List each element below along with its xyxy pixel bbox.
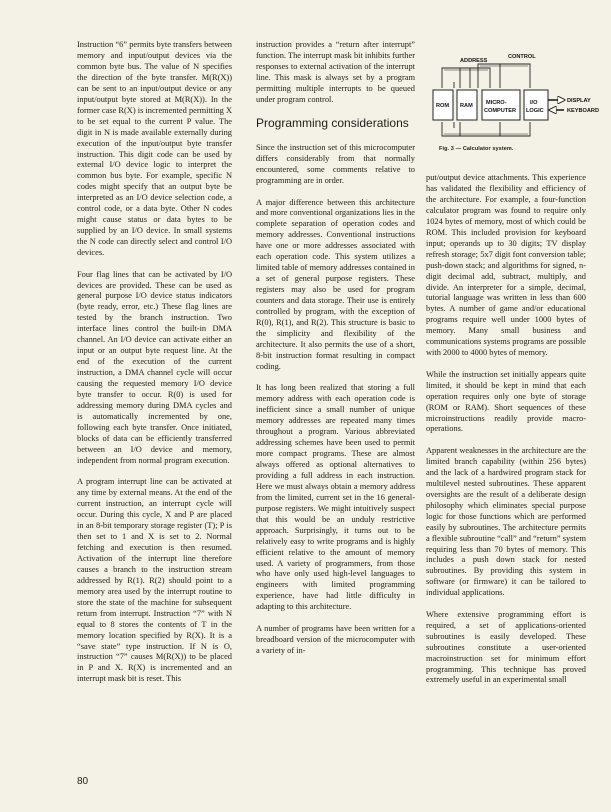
paragraph: Apparent weaknesses in the architecture are the limited branch capability (within 256 bytes) and the lack of a hardwired program stack for multilevel nested subroutines. These apparent oversights are the result of a deliberate design philosophy which eliminates special purpose logic for those functions which are performed easily by subroutines. The architecture permits a flexible subroutine “call” and “return” system requiring less than 70 bytes of memory. This includes a push down stack for nested subroutines. By providing this system in software (or firmware) it can be tailored to individual applications.	[426, 445, 586, 598]
address-label: ADDRESS	[460, 58, 488, 64]
ram-label: RAM	[460, 103, 473, 109]
paragraph: It has long been realized that storing a full memory address with each operation code is inefficient since a small number of unique memory addresses are repeated many times throughout a program. Various abbreviated addressing schemes have been used to permit more compact programs. These are almost always offered as optional alternatives to providing a full address in each instruction. Here we must always obtain a memory address from the limited, current set in the 16 general-purpose registers. We might intuitively suspect that this would be an unduly restrictive approach. Surprisingly, it turns out to be relatively easy to write programs and is highly efficient relative to the amount of memory used. A variety of programmers, from those who have only used high-level languages to engineers with limited programming experience, have had little difficulty in adapting to this architecture.	[256, 383, 415, 612]
paragraph: Four flag lines that can be activated by I/O devices are provided. These can be used as general purpose I/O device status indicators (byte ready, error, etc.) These flag lines are tested by the branch instruction. Two interface lines control the built-in DMA channel. An I/O device can activate either an input or an output byte request line. At the end of the execution of the current instruction, a DMA channel cycle will occur causing the requested memory I/O device byte transfer to occur. R(0) is used for addressing memory during DMA cycles and is automatically incremented by one, following each byte transfer. Once initiated, blocks of data can be efficiently transferred between an I/O device and memory, independent from normal program execution.	[77, 269, 232, 465]
text-column-2	[256, 40, 415, 667]
paragraph: While the instruction set initially appears quite limited, it should be kept in mind that each operation requires only one byte of storage (ROM or RAM). Short sequences of these microinstructions readily provide macro-operations.	[426, 369, 586, 434]
paragraph: A number of programs have been written for a breadboard version of the microcomputer with a variety of in-	[256, 623, 415, 655]
control-label: CONTROL	[508, 54, 536, 60]
section-heading: Programming considerations	[256, 116, 409, 131]
io-logic-label: LOGIC	[526, 108, 544, 114]
address-bus	[442, 68, 490, 88]
paragraph: Since the instruction set of this microcomputer differs considerably from that normally encountered, some comments relative to programming are in order.	[256, 143, 415, 186]
paragraph: Instruction “6” permits byte transfers between memory and input/output devices via the common byte bus. The value of N specifies the direction of the byte transfer. M(R(X)) can be sent to an input/output device or any input/output byte stored at M(R(X)). In the former case R(X) is incremented permitting X to be set equal to the current P value. The digit in N is made available externally during execution of the input/output byte transfer instruction. This digit code can be used by external I/O device logic to interpret the common bus byte. For example, specific N codes might specify that an output byte be interpreted as an I/O device selection code, a control code, or a data byte. Other N codes might cause status or data bytes to be supplied by an I/O device. In small systems the N code can directly select and control I/O devices.	[77, 40, 232, 258]
page-number: 80	[77, 776, 89, 787]
paragraph: instruction provides a “return after interrupt” function. The interrupt mask bit inhibits further responses to external activation of the interrupt line. This mask is always set by a program permitting multiple interrupts to be queued under program control.	[256, 40, 415, 104]
rom-label: ROM	[436, 103, 450, 109]
paragraph: A major difference between this architecture and more conventional organizations lies in the complete separation of operation codes and memory addresses. Conventional instructions have one or more addresses associated with each operation code. This system utilizes a limited table of memory addresses contained in a set of general purpose registers. These registers may also be used for program counters and data storage. Their use is entirely controlled by program, with the exception of R(0), R(1), and R(2). This structure is basic to the simplicity and flexibility of the architecture. It also permits the use of a short, 8-bit instruction format resulting in compact coding.	[256, 197, 415, 371]
block-diagram	[430, 44, 600, 148]
keyboard-label: KEYBOARD	[567, 108, 600, 114]
text-column-3	[426, 173, 586, 697]
display-label: DISPLAY	[567, 98, 591, 104]
paragraph: put/output device attachments. This experience has validated the flexibility and efficiency of the architecture. For example, a four-function calculator program was found to require only 1024 bytes of memory, most of which could be ROM. This included provision for keyboard input; operands up to 30 digits; TV display refresh storage; 5x7 digit font conversion table; push-down stack; and algorithms for signed, n-digit decimal add, subtract, multiply, and divide. An interpreter for a simple, decimal, tutorial language was written in less than 600 bytes. A number of game and/or educational programs require well under 1000 bytes of memory. Many small business and communications systems programs are possible with 2000 to 4000 bytes of memory.	[426, 173, 586, 358]
microcomputer-label-2: COMPUTER	[484, 108, 517, 114]
figure-caption: Fig. 3 — Calculator system.	[439, 146, 514, 152]
paragraph: Where extensive programming effort is required, a set of applications-oriented subroutines is easily developed. These subroutines constitute a user-oriented macroinstruction set for minimum effort programming. This technique has proved extremely useful in an experimental small	[426, 609, 586, 685]
calculator-system-figure	[430, 44, 600, 154]
paragraph: A program interrupt line can be activated at any time by external means. At the end of the current instruction, an interrupt cycle will occur. During this cycle, X and P are placed in an 8-bit temporary storage register (T); P is then set to 1 and X is set to 2. Normal fetching and execution is then resumed. Activation of the interrupt line therefore causes a branch to the instruction stream addressed by R(1). R(2) should point to a memory area used by the interrupt routine to store the state of the machine for subsequent return from interrupt. Instruction “7” with N equal to 8 stores the contents of T in the memory location specified by R(X). It is a “save state” type instruction. If N is O, instruction “7” causes M(R(X)) to be placed in P and X. R(X) is incremented and an interrupt mask bit is reset. This	[77, 477, 232, 684]
text-column-1	[77, 40, 232, 696]
microcomputer-label: MICRO-	[486, 100, 507, 106]
io-label: I/O	[530, 100, 538, 106]
